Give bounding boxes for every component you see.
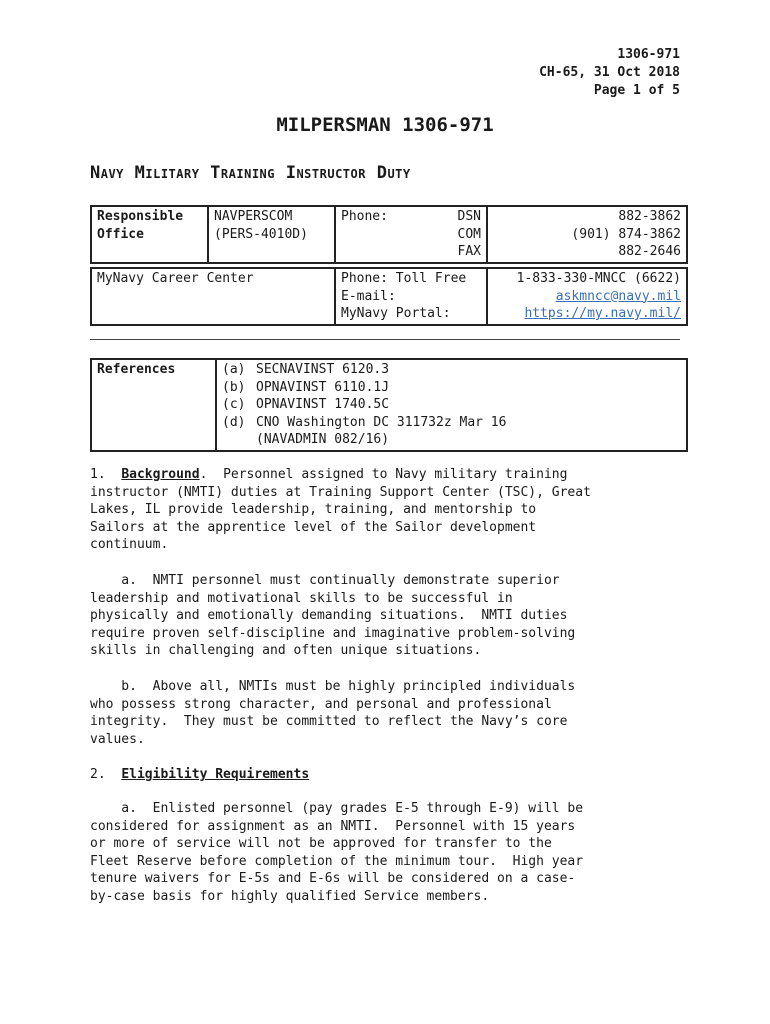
section1-heading: Background xyxy=(121,467,200,482)
responsible-office-label: Responsible Office xyxy=(91,206,208,263)
reference-item: (NAVADMIN 082/16) xyxy=(256,432,390,447)
reference-item: (c) OPNAVINST 1740.5C xyxy=(222,397,390,412)
toll-free-phone: 1-833-330-MNCC (6622) xyxy=(516,271,681,286)
reference-item: (d) CNO Washington DC 311732z Mar 16 xyxy=(222,414,507,430)
section2-heading: Eligibility Requirements xyxy=(121,767,310,782)
change-date: CH-65, 31 Oct 2018 xyxy=(539,65,680,80)
email-link[interactable]: askmncc@navy.mil xyxy=(555,288,681,304)
reference-item: (a) SECNAVINST 6120.3 xyxy=(222,362,390,377)
document-title: MILPERSMAN 1306-971 xyxy=(276,114,494,136)
section2-heading-line: 2. Eligibility Requirements xyxy=(90,767,310,782)
responsible-office-numbers xyxy=(487,206,687,263)
portal-link[interactable]: https://my.navy.mil/ xyxy=(524,306,681,321)
doc-number: 1306-971 xyxy=(617,47,680,62)
section1-para-a: a. NMTI personnel must continually demonstrate superior leadership and motivational skills to be successful in physically and emotionally demanding situations. NMTI duties require proven self-discipline and imaginative problem-solving skills in challenging and often unique situations. xyxy=(90,573,576,658)
page-header xyxy=(539,46,680,100)
dsn-number: 882-3862 xyxy=(618,209,681,224)
career-center-values xyxy=(487,268,687,325)
divider-line xyxy=(90,339,680,340)
responsible-office-phone-labels: Phone: DSN COM FAX xyxy=(335,206,487,263)
reference-item: (b) OPNAVINST 6110.1J xyxy=(222,379,390,395)
section1-para-b: b. Above all, NMTIs must be highly principled individuals who possess strong character, and personal and professional integrity. They must be committed to reflect the Navy’s core values. xyxy=(90,679,576,747)
page-number: Page 1 of 5 xyxy=(593,83,680,98)
section2-para-a: a. Enlisted personnel (pay grades E-5 through E-9) will be considered for assignment as an NMTI. Personnel with 15 years or more of service will not be approved for transfer to the Fleet Reserve before completion of the minimum tour. High year tenure waivers for E-5s and E-6s will be considered on a case- by-case basis for highly qualified Service members. xyxy=(90,801,584,904)
career-center-name: MyNavy Career Center xyxy=(91,268,335,325)
responsible-office-org: NAVPERSCOM (PERS-4010D) xyxy=(208,206,335,263)
references-table xyxy=(90,358,688,452)
references-list xyxy=(216,359,687,451)
section1-background: 1. Background. Personnel assigned to Navy military training instructor (NMTI) duties at Training Support Center (TSC), Great Lakes, IL provide leadership, training, and mentorship to Sailors at the apprentice level of the Sailor development continuum. xyxy=(90,467,591,552)
references-label: References xyxy=(91,359,216,451)
career-center-table xyxy=(90,267,688,326)
document-subtitle: Navy Military Training Instructor Duty xyxy=(90,163,411,183)
career-center-labels: Phone: Toll Free E-mail: MyNavy Portal: xyxy=(335,268,487,325)
fax-number: 882-2646 xyxy=(618,244,681,259)
com-number: (901) 874-3862 xyxy=(571,226,681,242)
responsible-office-table xyxy=(90,205,688,264)
